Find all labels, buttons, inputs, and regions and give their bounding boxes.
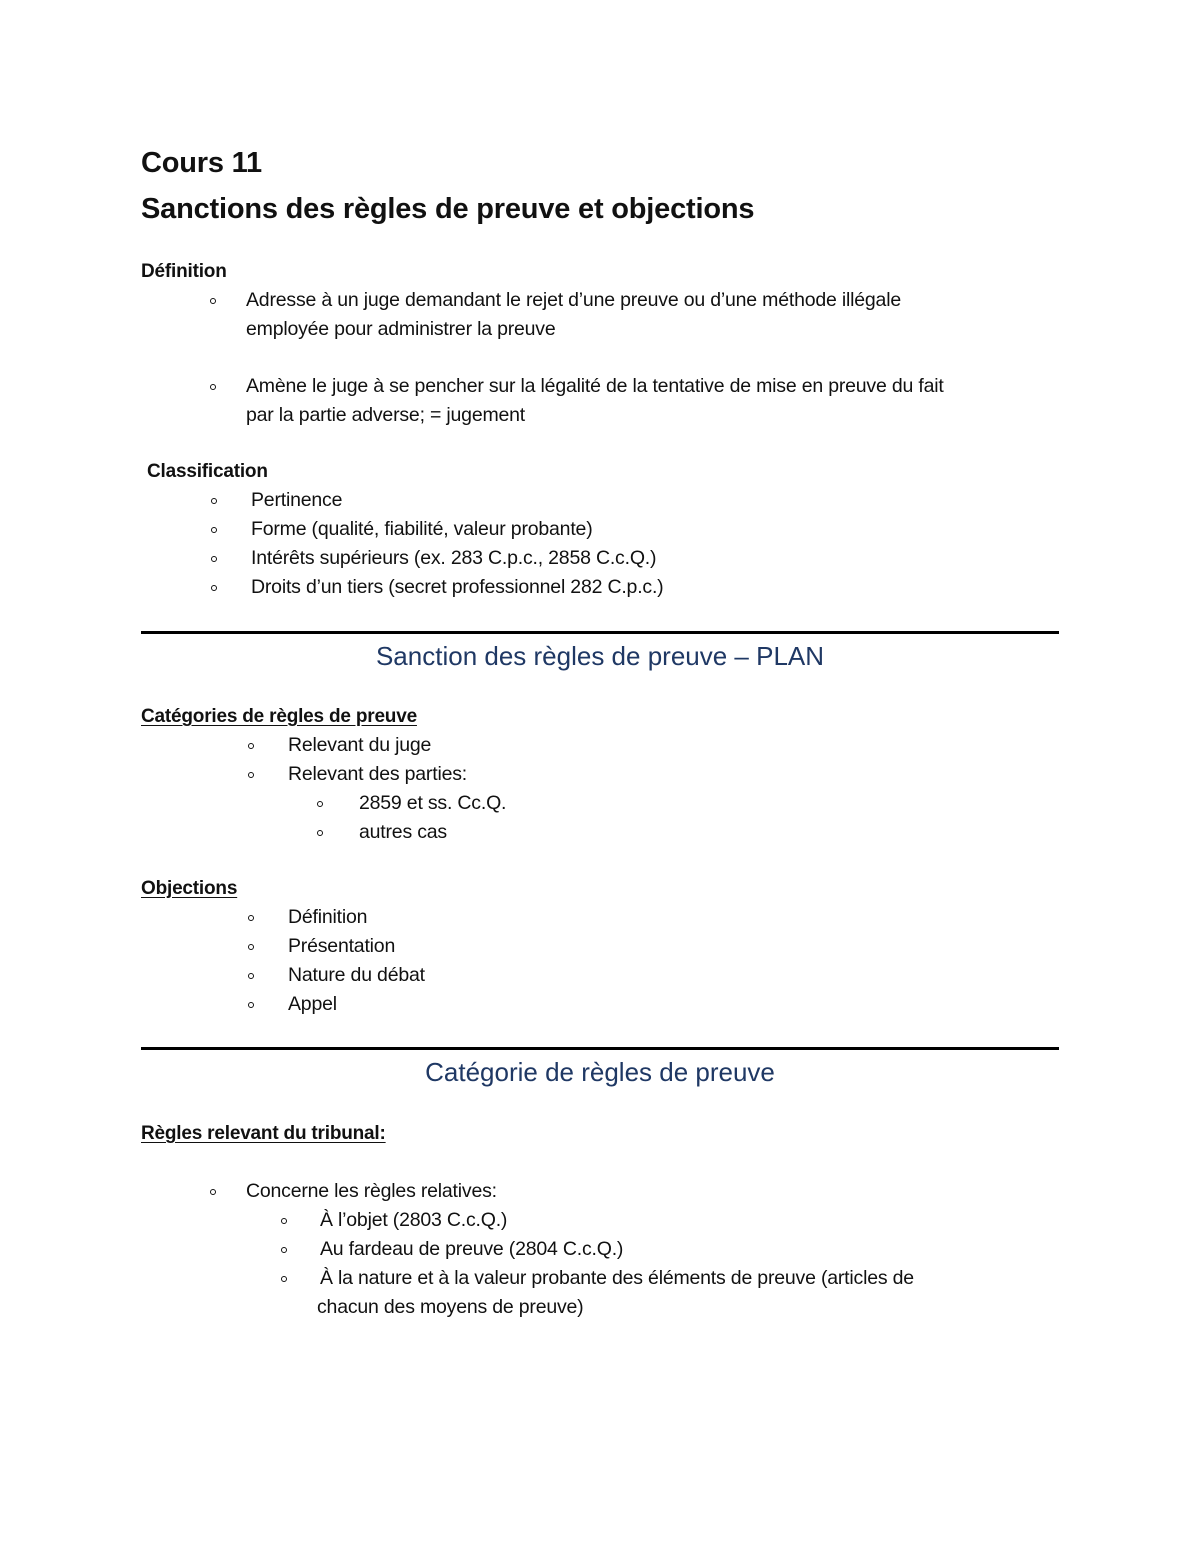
section-divider [141, 631, 1059, 634]
categories-subitem: autres cas [359, 821, 447, 843]
bullet-icon [210, 298, 216, 304]
tribunal-rules-item: Concerne les règles relatives: [246, 1180, 497, 1202]
bullet-icon [248, 915, 254, 921]
classification-item: Forme (qualité, fiabilité, valeur probante) [251, 518, 593, 540]
bullet-icon [248, 772, 254, 778]
categories-label: Catégories de règles de preuve [141, 706, 417, 727]
bullet-icon [317, 801, 323, 807]
bullet-icon [210, 1189, 216, 1195]
definition-item-2-line-1: Amène le juge à se pencher sur la légalité de la tentative de mise en preuve du fait [246, 375, 944, 397]
section-divider [141, 1047, 1059, 1050]
tribunal-rules-label: Règles relevant du tribunal: [141, 1123, 386, 1144]
classification-item: Pertinence [251, 489, 343, 511]
page-title: Sanctions des règles de preuve et objections [141, 193, 755, 225]
bullet-icon [248, 973, 254, 979]
bullet-icon [211, 527, 217, 533]
bullet-icon [281, 1247, 287, 1253]
objections-item: Nature du débat [288, 964, 425, 986]
classification-item: Droits d’un tiers (secret professionnel 282 C.p.c.) [251, 576, 664, 598]
bullet-icon [211, 585, 217, 591]
bullet-icon [211, 556, 217, 562]
bullet-icon [317, 830, 323, 836]
bullet-icon [281, 1276, 287, 1282]
definition-item-2-line-2: par la partie adverse; = jugement [246, 404, 526, 426]
tribunal-rules-subitem-3-line-1: À la nature et à la valeur probante des éléments de preuve (articles de [320, 1267, 914, 1289]
definition-item-1-line-2: employée pour administrer la preuve [246, 318, 556, 340]
classification-item: Intérêts supérieurs (ex. 283 C.p.c., 2858 C.c.Q.) [251, 547, 657, 569]
tribunal-rules-subitem: Au fardeau de preuve (2804 C.c.Q.) [320, 1238, 624, 1260]
bullet-icon [211, 498, 217, 504]
bullet-icon [248, 1002, 254, 1008]
objections-item: Présentation [288, 935, 396, 957]
bullet-icon [281, 1218, 287, 1224]
tribunal-rules-subitem: À l’objet (2803 C.c.Q.) [320, 1209, 508, 1231]
bullet-icon [210, 384, 216, 390]
course-number: Cours 11 [141, 147, 262, 179]
categorie-heading: Catégorie de règles de preuve [425, 1057, 775, 1087]
tribunal-rules-subitem-3-line-2: chacun des moyens de preuve) [317, 1296, 584, 1318]
categories-item: Relevant du juge [288, 734, 432, 756]
objections-item: Définition [288, 906, 368, 928]
bullet-icon [248, 743, 254, 749]
plan-heading: Sanction des règles de preuve – PLAN [375, 641, 825, 671]
objections-label: Objections [141, 878, 238, 899]
definition-label: Définition [141, 261, 227, 282]
categories-item: Relevant des parties: [288, 763, 467, 785]
classification-label: Classification [147, 461, 268, 482]
bullet-icon [248, 944, 254, 950]
definition-item-1-line-1: Adresse à un juge demandant le rejet d’une preuve ou d’une méthode illégale [246, 289, 901, 311]
categories-subitem: 2859 et ss. Cc.Q. [359, 792, 507, 814]
objections-item: Appel [288, 993, 337, 1015]
